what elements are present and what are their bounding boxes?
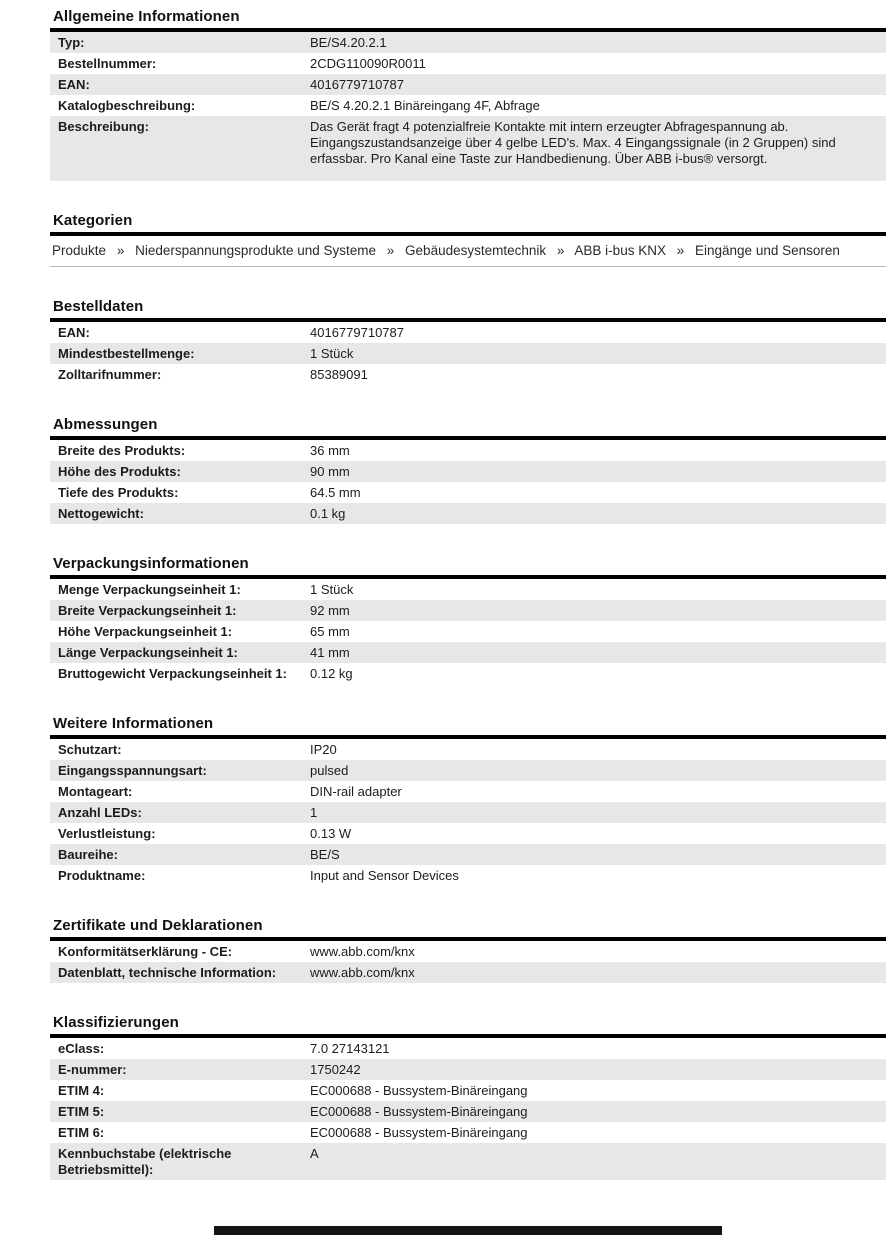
row-anzahl-leds-value: 1 xyxy=(310,805,318,820)
row-hoehe-ve1-value: 65 mm xyxy=(310,624,350,639)
row-laenge-ve1-label: Länge Verpackungseinheit 1: xyxy=(58,645,238,660)
row-baureihe xyxy=(50,844,886,865)
row-eingangsspannungsart-label: Eingangsspannungsart: xyxy=(58,763,207,778)
row-breite-ve1-label: Breite Verpackungseinheit 1: xyxy=(58,603,237,618)
row-datenblatt-value[interactable]: www.abb.com/knx xyxy=(310,965,415,980)
section-title-zertifikate: Zertifikate und Deklarationen xyxy=(50,915,886,941)
row-enummer-label: E-nummer: xyxy=(58,1062,127,1077)
row-beschreibung-label: Beschreibung: xyxy=(58,119,150,134)
row-tiefe-produkt xyxy=(50,482,886,503)
section-bestelldaten xyxy=(50,296,886,385)
section-allgemeine-informationen xyxy=(50,6,886,181)
allgemeine-table xyxy=(50,32,886,181)
row-kennbuchstabe-value: A xyxy=(310,1146,319,1161)
abmessungen-table xyxy=(50,440,886,524)
row-katalogbeschreibung-value: BE/S 4.20.2.1 Binäreingang 4F, Abfrage xyxy=(310,98,540,113)
row-menge-ve1-value: 1 Stück xyxy=(310,582,354,597)
row-typ-label: Typ: xyxy=(58,35,85,50)
row-produktname xyxy=(50,865,886,886)
row-bruttogewicht-ve1 xyxy=(50,663,886,684)
row-etim6-label: ETIM 6: xyxy=(58,1125,105,1140)
section-title-allgemeine: Allgemeine Informationen xyxy=(50,6,886,32)
row-etim4-label: ETIM 4: xyxy=(58,1083,105,1098)
row-bestellnummer xyxy=(50,53,886,74)
row-breite-produkt xyxy=(50,440,886,461)
section-kategorien xyxy=(50,210,886,267)
row-nettogewicht-label: Nettogewicht: xyxy=(58,506,144,521)
row-etim5-value: EC000688 - Bussystem-Binäreingang xyxy=(310,1104,528,1119)
row-kennbuchstabe xyxy=(50,1143,886,1180)
row-verlustleistung xyxy=(50,823,886,844)
row-anzahl-leds xyxy=(50,802,886,823)
bestelldaten-table xyxy=(50,322,886,385)
row-etim6-value: EC000688 - Bussystem-Binäreingang xyxy=(310,1125,528,1140)
row-ean-label: EAN: xyxy=(58,77,90,92)
row-katalogbeschreibung-label: Katalogbeschreibung: xyxy=(58,98,196,113)
row-zolltarifnummer-value: 85389091 xyxy=(310,367,368,382)
row-eclass-label: eClass: xyxy=(58,1041,105,1056)
row-katalogbeschreibung xyxy=(50,95,886,116)
section-zertifikate xyxy=(50,915,886,983)
row-bestellnummer-label: Bestellnummer: xyxy=(58,56,157,71)
breadcrumb-link-niederspannungsprodukte[interactable]: Niederspannungsprodukte und Systeme xyxy=(135,243,376,258)
section-title-verpackung: Verpackungsinformationen xyxy=(50,553,886,579)
row-hoehe-produkt-label: Höhe des Produkts: xyxy=(58,464,181,479)
row-bestelldaten-ean-value: 4016779710787 xyxy=(310,325,404,340)
breadcrumb-link-produkte[interactable]: Produkte xyxy=(52,243,107,258)
row-breite-ve1-value: 92 mm xyxy=(310,603,350,618)
row-produktname-label: Produktname: xyxy=(58,868,146,883)
row-schutzart-value: IP20 xyxy=(310,742,337,757)
row-laenge-ve1 xyxy=(50,642,886,663)
row-montageart xyxy=(50,781,886,802)
row-ean xyxy=(50,74,886,95)
row-konformitaetserklaerung-value[interactable]: www.abb.com/knx xyxy=(310,944,415,959)
row-baureihe-value: BE/S xyxy=(310,847,340,862)
row-beschreibung-value: Das Gerät fragt 4 potenzialfreie Kontakte mit intern erzeugter Abfragespannung ab. Eingangszustandsanzeige über 4 gelbe LED's. Max. 4 Eingangssignale (in 2 Gruppen) sind erfassbar. Pro Kanal eine Taste zur Handbedienung. Über ABB i-bus® versorgt. xyxy=(310,119,836,166)
row-verlustleistung-label: Verlustleistung: xyxy=(58,826,156,841)
row-menge-ve1-label: Menge Verpackungseinheit 1: xyxy=(58,582,241,597)
row-produktname-value: Input and Sensor Devices xyxy=(310,868,459,883)
row-nettogewicht xyxy=(50,503,886,524)
row-zolltarifnummer xyxy=(50,364,886,385)
section-title-abmessungen: Abmessungen xyxy=(50,414,886,440)
row-eingangsspannungsart xyxy=(50,760,886,781)
row-mindestbestellmenge xyxy=(50,343,886,364)
row-hoehe-ve1 xyxy=(50,621,886,642)
breadcrumb-link-gebaeudesystemtechnik[interactable]: Gebäudesystemtechnik xyxy=(405,243,547,258)
row-breite-produkt-value: 36 mm xyxy=(310,443,350,458)
verpackung-table xyxy=(50,579,886,684)
row-konformitaetserklaerung xyxy=(50,941,886,962)
row-enummer-value: 1750242 xyxy=(310,1062,361,1077)
row-bruttogewicht-ve1-value: 0.12 kg xyxy=(310,666,353,681)
row-bestellnummer-value: 2CDG110090R0011 xyxy=(310,56,426,71)
section-weitere-informationen xyxy=(50,713,886,886)
row-schutzart-label: Schutzart: xyxy=(58,742,122,757)
row-montageart-label: Montageart: xyxy=(58,784,133,799)
row-bruttogewicht-ve1-label: Bruttogewicht Verpackungseinheit 1: xyxy=(58,666,287,681)
row-zolltarifnummer-label: Zolltarifnummer: xyxy=(58,367,162,382)
breadcrumb xyxy=(50,236,886,267)
row-montageart-value: DIN-rail adapter xyxy=(310,784,402,799)
row-kennbuchstabe-label: Kennbuchstabe (elektrische Betriebsmittel): xyxy=(58,1146,232,1177)
row-bestelldaten-ean xyxy=(50,322,886,343)
zertifikate-table xyxy=(50,941,886,983)
row-nettogewicht-value: 0.1 kg xyxy=(310,506,346,521)
section-title-kategorien: Kategorien xyxy=(50,210,886,236)
row-eclass xyxy=(50,1038,886,1059)
row-eclass-value: 7.0 27143121 xyxy=(310,1041,390,1056)
breadcrumb-separator-icon: » xyxy=(556,243,565,258)
row-etim4 xyxy=(50,1080,886,1101)
row-mindestbestellmenge-label: Mindestbestellmenge: xyxy=(58,346,195,361)
section-abmessungen xyxy=(50,414,886,524)
section-title-weitere: Weitere Informationen xyxy=(50,713,886,739)
weitere-table xyxy=(50,739,886,886)
row-breite-produkt-label: Breite des Produkts: xyxy=(58,443,186,458)
row-breite-ve1 xyxy=(50,600,886,621)
row-datenblatt-label: Datenblatt, technische Information: xyxy=(58,965,277,980)
breadcrumb-separator-icon: » xyxy=(116,243,125,258)
row-menge-ve1 xyxy=(50,579,886,600)
row-etim5-label: ETIM 5: xyxy=(58,1104,105,1119)
row-baureihe-label: Baureihe: xyxy=(58,847,118,862)
row-konformitaetserklaerung-label: Konformitätserklärung - CE: xyxy=(58,944,233,959)
row-schutzart xyxy=(50,739,886,760)
row-etim6 xyxy=(50,1122,886,1143)
breadcrumb-link-eingaenge-und-sensoren[interactable]: Eingänge und Sensoren xyxy=(695,243,840,258)
section-title-bestelldaten: Bestelldaten xyxy=(50,296,886,322)
row-eingangsspannungsart-value: pulsed xyxy=(310,763,349,778)
row-verlustleistung-value: 0.13 W xyxy=(310,826,352,841)
row-enummer xyxy=(50,1059,886,1080)
row-beschreibung xyxy=(50,116,886,181)
row-etim4-value: EC000688 - Bussystem-Binäreingang xyxy=(310,1083,528,1098)
breadcrumb-separator-icon: » xyxy=(386,243,395,258)
row-tiefe-produkt-label: Tiefe des Produkts: xyxy=(58,485,179,500)
row-anzahl-leds-label: Anzahl LEDs: xyxy=(58,805,142,820)
row-hoehe-produkt xyxy=(50,461,886,482)
row-tiefe-produkt-value: 64.5 mm xyxy=(310,485,361,500)
row-laenge-ve1-value: 41 mm xyxy=(310,645,350,660)
row-bestelldaten-ean-label: EAN: xyxy=(58,325,90,340)
section-klassifizierungen xyxy=(50,1012,886,1180)
row-ean-value: 4016779710787 xyxy=(310,77,404,92)
row-hoehe-produkt-value: 90 mm xyxy=(310,464,350,479)
row-typ xyxy=(50,32,886,53)
row-etim5 xyxy=(50,1101,886,1122)
breadcrumb-separator-icon: » xyxy=(676,243,685,258)
section-verpackungsinformationen xyxy=(50,553,886,684)
breadcrumb-link-abb-ibus-knx[interactable]: ABB i-bus KNX xyxy=(574,243,666,258)
bottom-bar xyxy=(214,1226,722,1235)
row-typ-value: BE/S4.20.2.1 xyxy=(310,35,387,50)
section-title-klassifizierungen: Klassifizierungen xyxy=(50,1012,886,1038)
row-datenblatt xyxy=(50,962,886,983)
row-mindestbestellmenge-value: 1 Stück xyxy=(310,346,354,361)
klassifizierungen-table xyxy=(50,1038,886,1180)
row-hoehe-ve1-label: Höhe Verpackungseinheit 1: xyxy=(58,624,233,639)
